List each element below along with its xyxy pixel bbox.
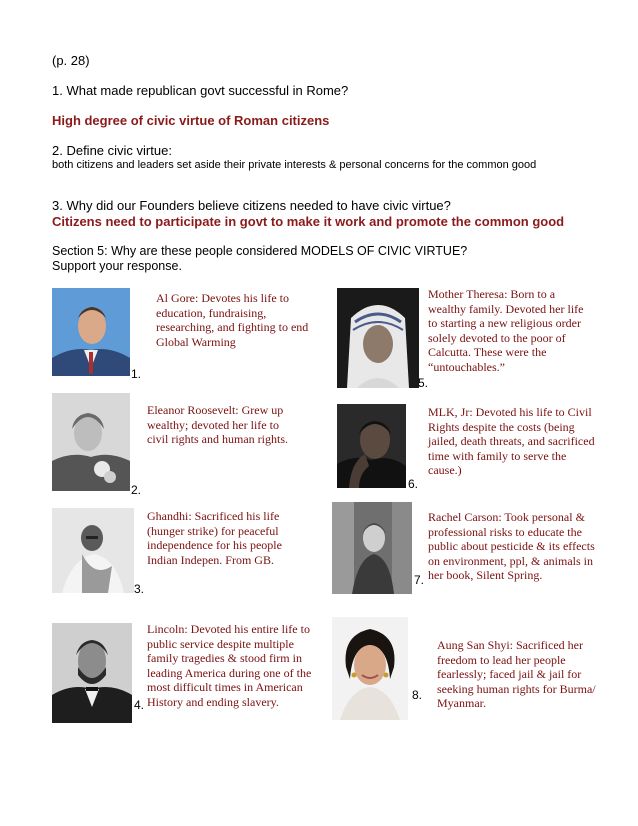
person-description: Mother Theresa: Born to a wealthy family. Devoted her life to starting a new religious order solely devoted to the poor of Calcutta. These were the “untouchables.”: [428, 287, 584, 374]
person-number: 8.: [412, 688, 423, 702]
person-description: Ghandhi: Sacrificed his life (hunger strike) for peaceful independence for his people Indian Indepen. From GB.: [147, 509, 282, 567]
photo-mlk-jr: [337, 404, 406, 488]
page-reference: (p. 28): [52, 53, 90, 68]
person-number: 2.: [131, 483, 142, 497]
person-description: Aung San Shyi: Sacrificed her freedom to lead her people fearlessly; faced jail & jail for seeking human rights for Burma/ Myanmar.: [437, 638, 596, 711]
photo-mother-teresa: [337, 288, 419, 388]
person-description: Eleanor Roosevelt: Grew up wealthy; devoted her life to civil rights and human rights.: [147, 403, 288, 447]
answer-1: High degree of civic virtue of Roman citizens: [52, 113, 330, 128]
photo-aung-san-suu-kyi: [332, 617, 408, 720]
question-3: 3. Why did our Founders believe citizens needed to have civic virtue?: [52, 198, 451, 213]
question-1: 1. What made republican govt successful in Rome?: [52, 83, 349, 98]
question-2: 2. Define civic virtue:: [52, 143, 172, 158]
person-number: 5.: [418, 376, 429, 390]
section-5-prompt: [52, 244, 467, 274]
answer-3: Citizens need to participate in govt to make it work and promote the common good: [52, 214, 565, 229]
photo-eleanor-roosevelt: [52, 393, 130, 491]
photo-gandhi: [52, 508, 134, 593]
person-number: 6.: [408, 477, 419, 491]
photo-rachel-carson: [332, 502, 412, 594]
person-number: 1.: [131, 367, 142, 381]
photo-lincoln: [52, 623, 132, 723]
section-5-line-2: Support your response.: [52, 259, 182, 273]
section-5-line-1: Section 5: Why are these people considered MODELS OF CIVIC VIRTUE?: [52, 244, 468, 258]
person-description: Al Gore: Devotes his life to education, fundraising, researching, and fighting to end Global Warming: [156, 291, 309, 349]
person-number: 4.: [134, 698, 145, 712]
person-description: Lincoln: Devoted his entire life to public service despite multiple family tragedies & stood firm in leading America during one of the most difficult times in American History and ending slavery.: [147, 622, 312, 709]
answer-2: both citizens and leaders set aside their private interests & personal concerns for the common good: [52, 159, 537, 171]
person-number: 3.: [134, 582, 145, 596]
person-description: MLK, Jr: Devoted his life to Civil Rights despite the costs (being jailed, death threats, and sacrificed time with family to serve the cause.): [428, 405, 595, 478]
person-description: Rachel Carson: Took personal & professional risks to educate the public about pesticide & its effects on environment, ppl, & animals in her book, Silent Spring.: [428, 510, 595, 583]
photo-al-gore: [52, 288, 130, 376]
person-number: 7.: [414, 573, 425, 587]
